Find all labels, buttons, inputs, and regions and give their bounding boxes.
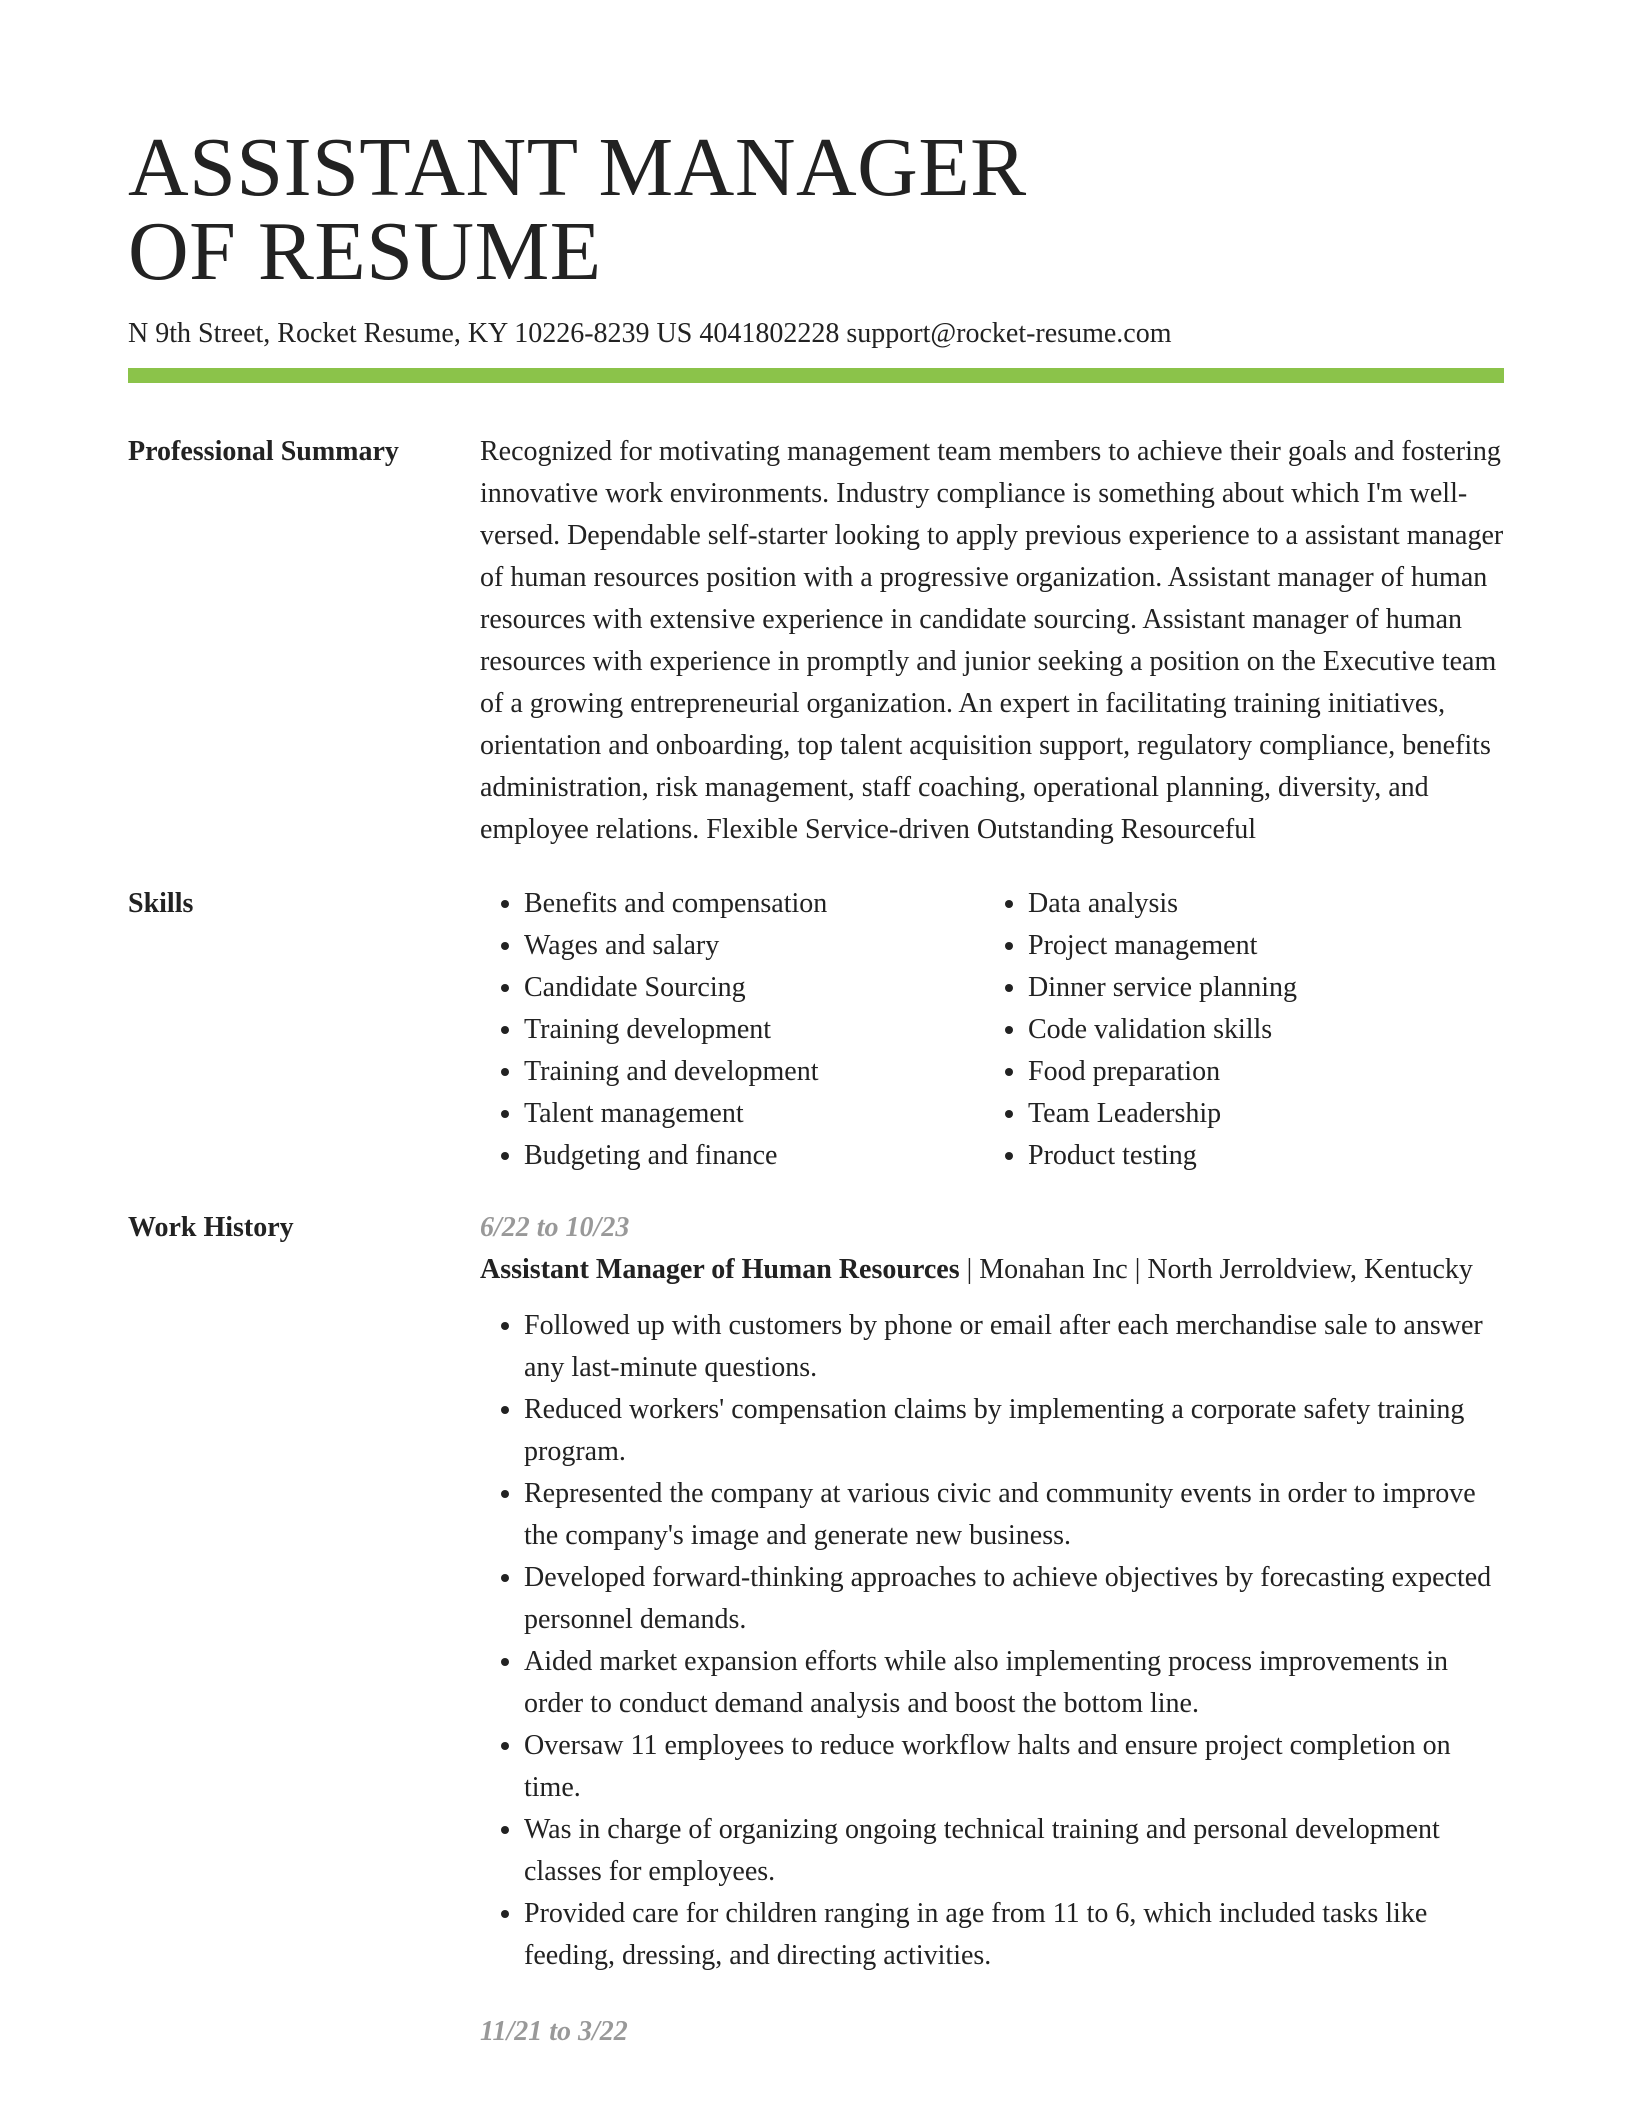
job-bullet: • Developed forward-thinking approaches to achieve objectives by forecasting expected personnel demands.: [524, 1557, 1504, 1641]
contact-info: N 9th Street, Rocket Resume, KY 10226-8239 US 4041802228 support@rocket-resume.com: [128, 318, 1172, 349]
accent-divider: [128, 368, 1504, 383]
job-bullets: [480, 1305, 1504, 1977]
resume-name: [128, 0, 1504, 298]
job-bullet: • Aided market expansion efforts while also implementing process improvements in order to conduct demand analysis and boost the bottom line.: [524, 1641, 1504, 1725]
skill-item: • Project management: [1028, 925, 1488, 967]
skill-item: • Dinner service planning: [1028, 967, 1488, 1009]
skills-list-right: [984, 883, 1488, 1177]
skill-item: • Training development: [524, 1009, 984, 1051]
job-bullet: • Provided care for children ranging in age from 11 to 6, which included tasks like feeding, dressing, and directing activities.: [524, 1893, 1504, 1977]
job-bullet: • Followed up with customers by phone or email after each merchandise sale to answer any last-minute questions.: [524, 1305, 1504, 1389]
job-entry: [480, 1207, 1504, 1977]
skill-item: • Product testing: [1028, 1135, 1488, 1177]
skill-item: • Budgeting and finance: [524, 1135, 984, 1177]
job-entry: [480, 2011, 1504, 2053]
job-bullet: • Was in charge of organizing ongoing technical training and personal development classes for employees.: [524, 1809, 1504, 1893]
name-line-1: ASSISTANT MANAGER: [128, 121, 1027, 214]
skill-item: • Data analysis: [1028, 883, 1488, 925]
skill-item: • Code validation skills: [1028, 1009, 1488, 1051]
skill-item: • Wages and salary: [524, 925, 984, 967]
summary-heading: Professional Summary: [128, 436, 399, 467]
job-bullet: • Represented the company at various civic and community events in order to improve the company's image and generate new business.: [524, 1473, 1504, 1557]
name-line-2: OF RESUME: [128, 205, 602, 298]
job-heading: [480, 1249, 1504, 1291]
skills-heading: Skills: [128, 888, 194, 919]
job-details: | Monahan Inc | North Jerroldview, Kentucky: [959, 1254, 1473, 1285]
work-history-section: [128, 1207, 1504, 2053]
job-dates: 6/22 to 10/23: [480, 1212, 630, 1243]
skills-list-left: [480, 883, 984, 1177]
skill-item: • Food preparation: [1028, 1051, 1488, 1093]
job-dates: 11/21 to 3/22: [480, 2016, 628, 2047]
job-bullet: • Oversaw 11 employees to reduce workflow halts and ensure project completion on time.: [524, 1725, 1504, 1809]
job-bullet: • Reduced workers' compensation claims by implementing a corporate safety training program.: [524, 1389, 1504, 1473]
skill-item: • Benefits and compensation: [524, 883, 984, 925]
summary-text: Recognized for motivating management team members to achieve their goals and fostering innovative work environments. Industry compliance is something about which I'm well-versed. Dependable self-starter looking to apply previous experience to a assistant manager of human resources position with a progressive organization. Assistant manager of human resources with extensive experience in candidate sourcing. Assistant manager of human resources with experience in promptly and junior seeking a position on the Executive team of a growing entrepreneurial organization. An expert in facilitating training initiatives, orientation and onboarding, top talent acquisition support, regulatory compliance, benefits administration, risk management, staff coaching, operational planning, diversity, and employee relations. Flexible Service-driven Outstanding Resourceful: [480, 436, 1504, 845]
skills-section: [128, 883, 1504, 1177]
resume-page: [128, 0, 1504, 2053]
skill-item: • Team Leadership: [1028, 1093, 1488, 1135]
skill-item: • Talent management: [524, 1093, 984, 1135]
job-title: Assistant Manager of Human Resources: [480, 1254, 960, 1285]
skill-item: • Candidate Sourcing: [524, 967, 984, 1009]
skill-item: • Training and development: [524, 1051, 984, 1093]
summary-section: [128, 431, 1504, 851]
work-history-heading: Work History: [128, 1212, 294, 1243]
